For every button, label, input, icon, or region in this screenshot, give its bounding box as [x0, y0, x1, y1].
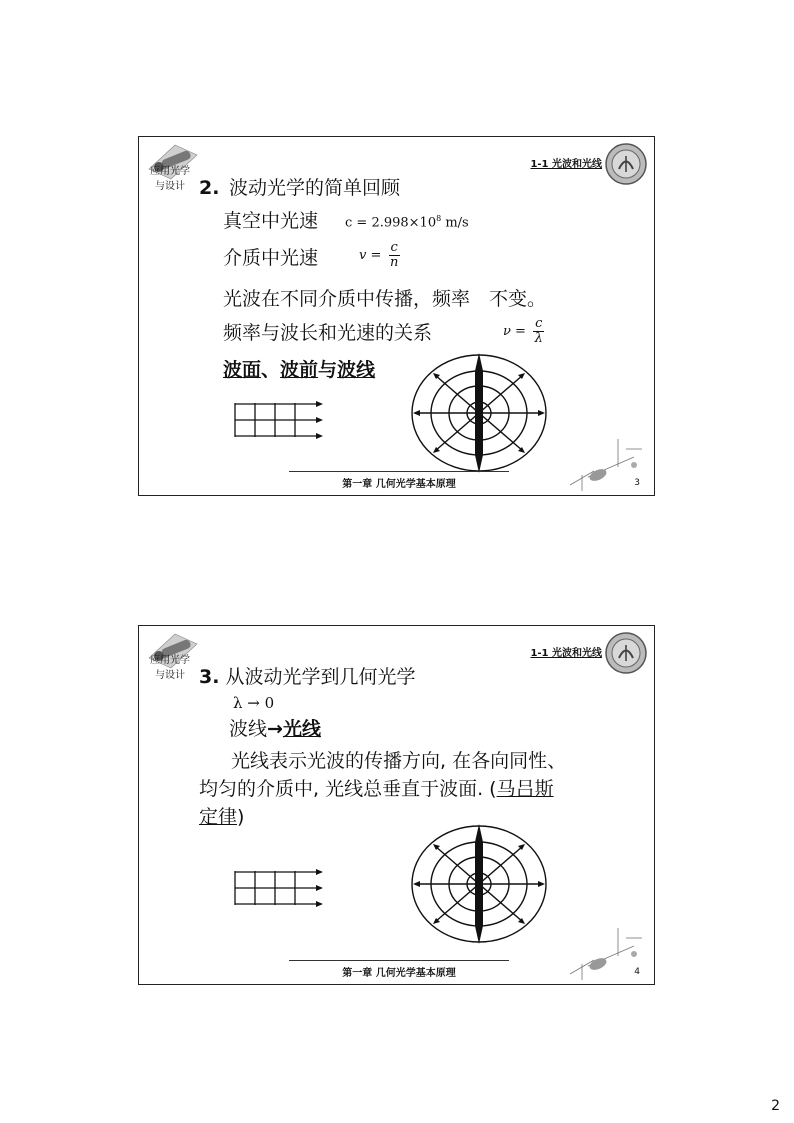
- fraction-numerator: c: [535, 316, 543, 331]
- formula2-lhs: v =: [359, 248, 382, 263]
- heading-number: 3.: [199, 666, 220, 688]
- heading: 波动光学的简单回顾: [229, 177, 401, 199]
- university-emblem-icon: [604, 631, 648, 675]
- frequency-relation-label: 频率与波长和光速的关系: [223, 322, 433, 344]
- slide-page-number: 4: [634, 967, 640, 977]
- plane-wave-figure: [233, 401, 325, 439]
- vacuum-speed-label: 真空中光速: [223, 210, 319, 232]
- frequency-relation-formula: [503, 317, 544, 346]
- medium-speed-label: 介质中光速: [223, 247, 319, 269]
- fraction: [389, 241, 400, 270]
- paragraph-line2: [199, 776, 554, 802]
- spherical-wave-figure: [409, 822, 549, 946]
- malus-law-term: 马吕斯: [496, 778, 554, 800]
- wave-terms-line: [223, 357, 375, 383]
- term-wavefront-surface: 波面: [223, 359, 262, 381]
- paragraph-line3: [199, 804, 244, 830]
- ray-line: [229, 716, 321, 742]
- heading: [199, 664, 416, 690]
- formula-exponent: 8: [436, 214, 442, 223]
- medium-speed-formula: [359, 241, 400, 270]
- document-page-number: 2: [771, 1098, 780, 1114]
- spherical-wave-figure: [409, 351, 549, 475]
- law-term: 定律: [199, 806, 238, 828]
- fraction-denominator: λ: [534, 331, 543, 346]
- course-label: [145, 653, 195, 683]
- closing-paren: ): [237, 806, 245, 828]
- arrow: →: [267, 718, 283, 740]
- fraction: [533, 317, 544, 346]
- formula-unit: m/s: [445, 215, 469, 231]
- limit-formula: λ → 0: [233, 694, 275, 712]
- heading-number: 2.: [199, 177, 220, 199]
- heading-text: 从波动光学到几何光学: [225, 666, 416, 688]
- chapter-footer: 第一章 几何光学基本原理: [289, 471, 509, 490]
- term-wave-ray: 波线: [229, 718, 268, 740]
- slide-4: [138, 625, 655, 985]
- course-label: [145, 164, 195, 194]
- chapter-footer: 第一章 几何光学基本原理: [289, 960, 509, 979]
- course-label-line1: 应用光学: [150, 655, 190, 666]
- slide-page-number: 3: [634, 478, 640, 488]
- fraction-numerator: c: [390, 240, 398, 255]
- term-wavefront: 波前: [280, 359, 319, 381]
- conjunction: 与: [318, 359, 338, 381]
- course-label-line2: 与设计: [155, 670, 185, 681]
- slide-3: [138, 136, 655, 496]
- term-wave-ray: 波线: [337, 359, 376, 381]
- formula-c-value: c = 2.998×10: [345, 215, 437, 231]
- frequency-invariance-text: 光波在不同介质中传播，频率 不变。: [223, 288, 547, 310]
- term-light-ray: 光线: [282, 718, 321, 740]
- fraction-denominator: n: [389, 255, 399, 270]
- course-label-line2: 与设计: [155, 181, 185, 192]
- plane-wave-figure: [233, 869, 325, 907]
- separator: 、: [261, 359, 281, 381]
- vacuum-speed-formula: [345, 214, 469, 230]
- section-label: 1-1 光波和光线: [530, 648, 602, 659]
- section-label: 1-1 光波和光线: [530, 159, 602, 170]
- course-label-line1: 应用光学: [150, 166, 190, 177]
- paragraph-line1: 光线表示光波的传播方向, 在各向同性、: [231, 750, 567, 772]
- formula3-lhs: ν =: [503, 324, 526, 339]
- paragraph-line2-text: 均匀的介质中, 光线总垂直于波面. (: [199, 778, 497, 800]
- university-emblem-icon: [604, 142, 648, 186]
